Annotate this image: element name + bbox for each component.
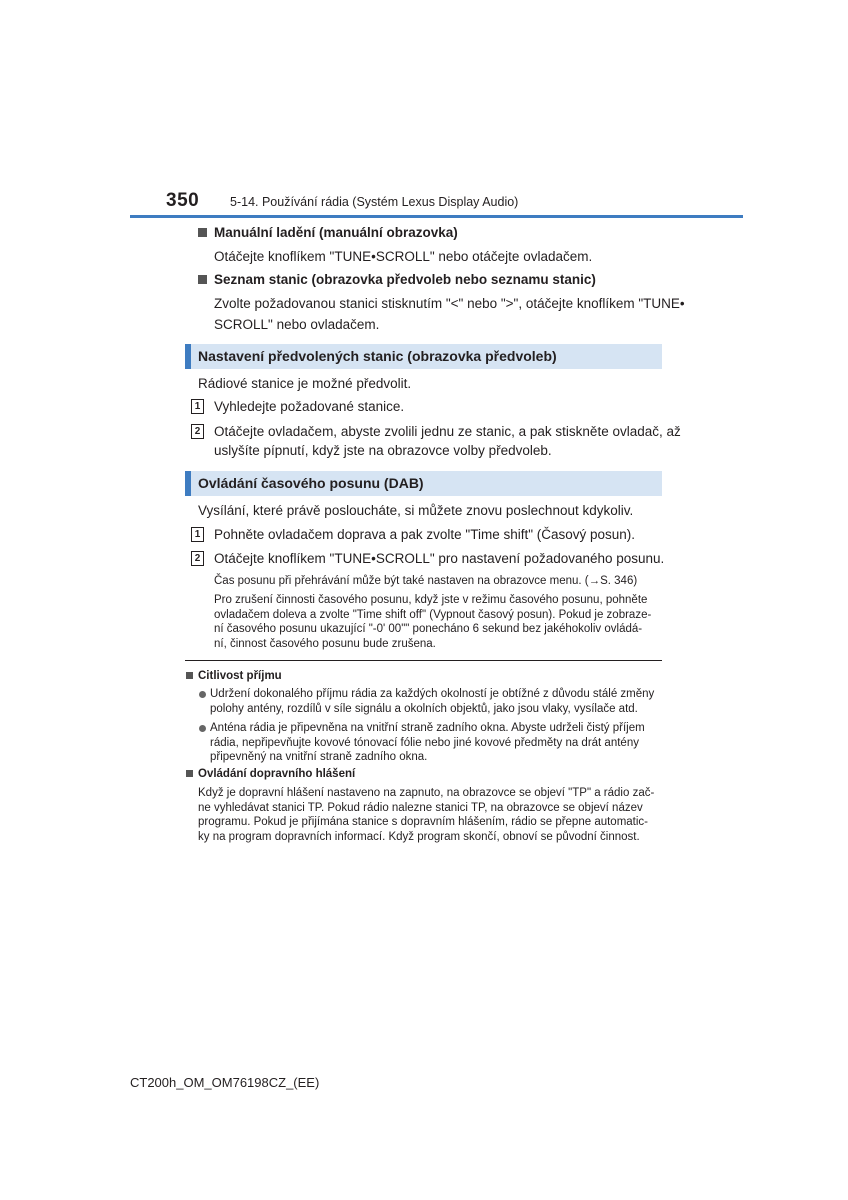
timeshift-intro: Vysílání, které právě posloucháte, si můžete znovu poslechnout kdykoliv.	[198, 503, 634, 518]
traffic-heading-text: Ovládání dopravního hlášení	[198, 768, 356, 780]
timeshift-step-2: Otáčejte knoflíkem "TUNE•SCROLL" pro nastavení požadovaného posunu.	[214, 551, 665, 566]
station-list-heading	[198, 272, 596, 287]
reception-bullet-2-line3: připevněný na vnitřní straně zadního okna.	[210, 751, 428, 763]
timeshift-note-2-line2: ovladačem doleva a zvolte "Time shift off" (Vypnout časový posun). Pokud je zobraze-	[214, 608, 652, 621]
presets-intro: Rádiové stanice je možné předvolit.	[198, 376, 412, 391]
presets-step-2-line2: uslyšíte pípnutí, když jste na obrazovce volby předvoleb.	[214, 443, 552, 458]
step-number-badge: 2	[191, 424, 204, 439]
square-bullet-icon	[198, 228, 207, 237]
header-rule	[130, 215, 743, 218]
timeshift-note-2-line1: Pro zrušení činnosti časového posunu, když jste v režimu časového posunu, pohněte	[214, 594, 648, 606]
timeshift-section-title: Ovládání časového posunu (DAB)	[198, 475, 424, 491]
traffic-line3: programu. Pokud je přijímána stanice s dopravním hlášením, rádio se přepne automatic-	[198, 816, 649, 828]
reception-heading	[186, 670, 282, 682]
step-number-badge: 2	[191, 551, 204, 566]
traffic-heading	[186, 768, 355, 780]
bullet-dot-icon	[199, 691, 206, 698]
presets-step-1: Vyhledejte požadované stanice.	[214, 399, 405, 414]
timeshift-note-2-line4: ní, činnost časového posunu bude zrušena.	[214, 637, 436, 650]
page-number: 350	[166, 190, 200, 211]
reception-heading-text: Citlivost příjmu	[198, 670, 282, 682]
timeshift-step-1: Pohněte ovladačem doprava a pak zvolte "Time shift" (Časový posun).	[214, 527, 636, 542]
square-bullet-icon	[198, 275, 207, 284]
reception-bullet-2-line2: rádia, nepřipevňujte kovové tónovací fólie nebo jiné kovové předměty na drát antény	[210, 736, 639, 749]
reception-bullet-2-line1: Anténa rádia je připevněna na vnitřní straně zadního okna. Abyste udrželi čistý příjem	[210, 722, 645, 734]
traffic-line1: Když je dopravní hlášení nastaveno na zapnuto, na obrazovce se objeví "TP" a rádio zač-	[198, 787, 655, 799]
presets-section-header	[185, 344, 662, 369]
square-bullet-icon	[186, 770, 193, 777]
traffic-line2: ne vyhledávat stanici TP. Pokud rádio nalezne stanici TP, na obrazovce se objeví název	[198, 801, 643, 814]
timeshift-note-1: Čas posunu při přehrávání může být také nastaven na obrazovce menu. (→S. 346)	[214, 575, 638, 587]
manual-tuning-heading	[198, 225, 458, 240]
station-list-text-line1: Zvolte požadovanou stanici stisknutím "<" nebo ">", otáčejte knoflíkem "TUNE•	[214, 296, 685, 311]
chapter-title: 5-14. Používání rádia (Systém Lexus Display Audio)	[230, 195, 519, 209]
step-number-badge: 1	[191, 399, 204, 414]
presets-step-2-line1: Otáčejte ovladačem, abyste zvolili jednu ze stanic, a pak stiskněte ovladač, až	[214, 424, 681, 439]
manual-tuning-heading-text: Manuální ladění (manuální obrazovka)	[214, 225, 458, 240]
document-code: CT200h_OM_OM76198CZ_(EE)	[130, 1075, 320, 1090]
reception-bullet-1-line2: polohy antény, rozdílů v síle signálu a okolních objektů, jako jsou vlaky, vysílače atd.	[210, 702, 638, 715]
timeshift-note-2-line3: ní časového posunu ukazující "-0' 00"" ponecháno 6 sekund bez jakéhokoliv ovládá-	[214, 623, 643, 635]
reception-bullet-1-line1: Udržení dokonalého příjmu rádia za každých okolností je obtížné z důvodu stálé změny	[210, 688, 655, 700]
presets-section-title: Nastavení předvolených stanic (obrazovka předvoleb)	[198, 348, 557, 364]
timeshift-section-header	[185, 471, 662, 496]
traffic-line4: ky na program dopravních informací. Když program skončí, obnoví se původní činnost.	[198, 830, 640, 843]
station-list-text-line2: SCROLL" nebo ovladačem.	[214, 317, 380, 332]
bullet-dot-icon	[199, 725, 206, 732]
manual-tuning-text: Otáčejte knoflíkem "TUNE•SCROLL" nebo otáčejte ovladačem.	[214, 249, 593, 264]
step-number-badge: 1	[191, 527, 204, 542]
section-divider	[185, 660, 662, 661]
square-bullet-icon	[186, 672, 193, 679]
station-list-heading-text: Seznam stanic (obrazovka předvoleb nebo seznamu stanic)	[214, 272, 596, 287]
